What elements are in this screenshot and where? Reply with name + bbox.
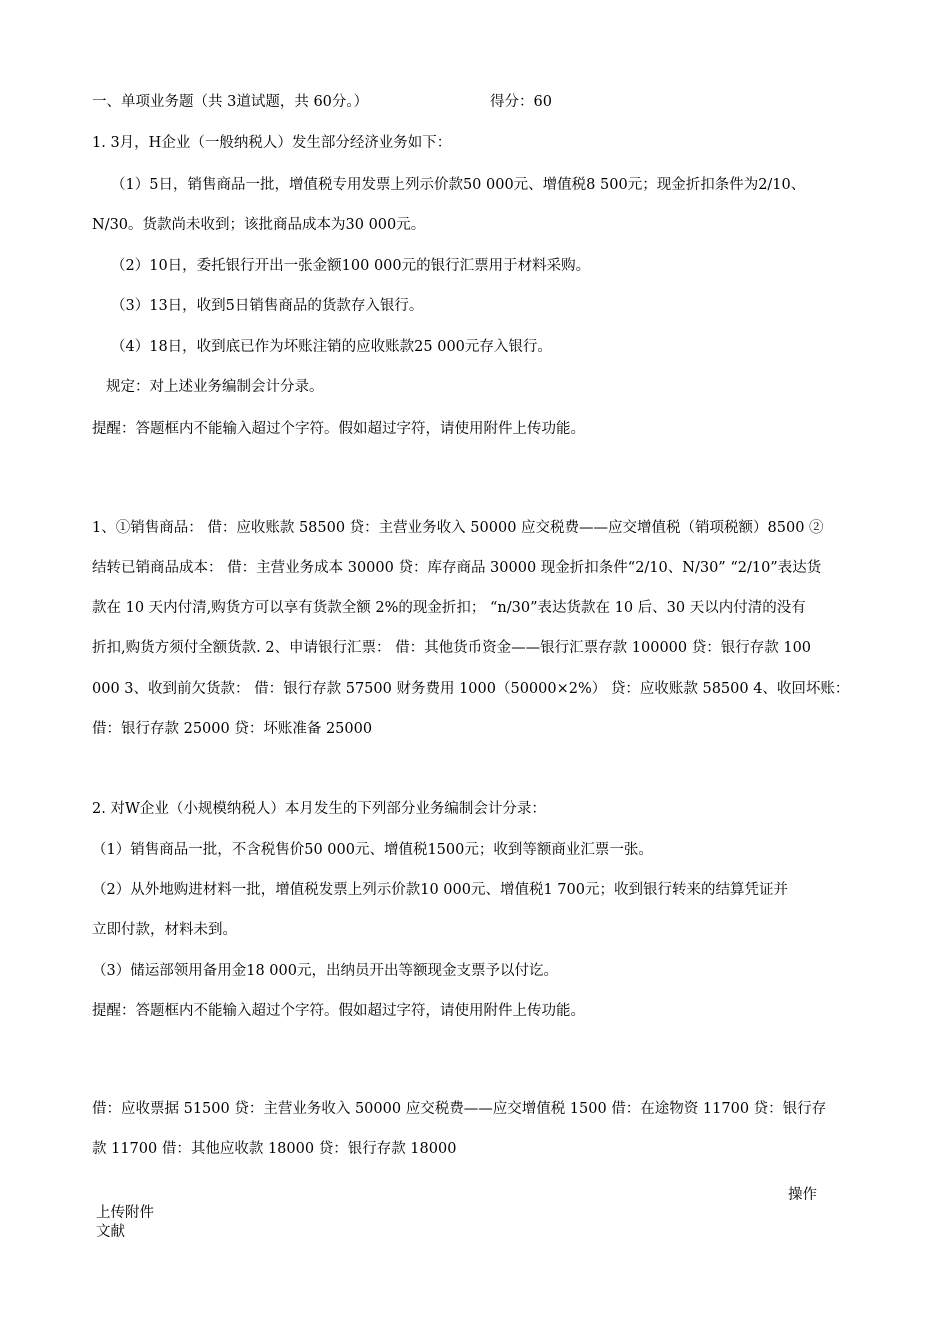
operation-label: 操作	[788, 1187, 817, 1203]
q1-answer-line: 000 3、收到前欠货款： 借：银行存款 57500 财务费用 1000（50000×2%） 贷：应收账款 58500 4、收回坏账：	[92, 681, 850, 697]
q1-item-1: （1）5日，销售商品一批，增值税专用发票上列示价款50 000元、增值税8 500元；现金折扣条件为2/10、	[111, 177, 806, 193]
q1-item-4: （4）18日，收到底已作为坏账注销的应收账款25 000元存入银行。	[111, 339, 552, 355]
q1-reminder: 提醒：答题框内不能输入超过个字符。假如超过字符，请使用附件上传功能。	[92, 421, 585, 437]
q2-item-2-cont: 立即付款，材料未到。	[92, 922, 237, 938]
q1-item-2: （2）10日，委托银行开出一张金额100 000元的银行汇票用于材料采购。	[111, 258, 591, 274]
q1-item-3: （3）13日，收到5日销售商品的货款存入银行。	[111, 298, 424, 314]
q1-answer-line: 折扣,购货方须付全额货款. 2、申请银行汇票： 借：其他货币资金——银行汇票存款 100000 贷：银行存款 100	[92, 640, 812, 656]
q2-item-1: （1）销售商品一批，不含税售价50 000元、增值税1500元；收到等额商业汇票一张。	[92, 842, 653, 858]
q2-item-2: （2）从外地购进材料一批，增值税发票上列示价款10 000元、增值税1 700元；收到银行转来的结算凭证并	[92, 882, 788, 898]
score-label: 得分：60	[490, 94, 552, 110]
q1-answer-line: 结转已销商品成本： 借：主营业务成本 30000 贷：库存商品 30000 现金折扣条件“2/10、N/30” “2/10”表达货	[92, 560, 822, 576]
q1-requirement: 规定：对上述业务编制会计分录。	[106, 379, 324, 395]
q1-stem: 1. 3月，H企业（一般纳税人）发生部分经济业务如下：	[92, 135, 452, 151]
q2-answer-line: 款 11700 借：其他应收款 18000 贷：银行存款 18000	[92, 1141, 457, 1157]
document-link[interactable]: 文献	[96, 1224, 125, 1240]
q2-item-3: （3）储运部领用备用金18 000元，出纳员开出等额现金支票予以付讫。	[92, 963, 558, 979]
q2-stem: 2. 对W企业（小规模纳税人）本月发生的下列部分业务编制会计分录：	[92, 801, 546, 817]
upload-attachment-link[interactable]: 上传附件	[96, 1205, 154, 1221]
q1-answer-line: 借：银行存款 25000 贷：坏账准备 25000	[92, 721, 373, 737]
q2-reminder: 提醒：答题框内不能输入超过个字符。假如超过字符，请使用附件上传功能。	[92, 1003, 585, 1019]
q1-answer-line: 1、①销售商品： 借：应收账款 58500 贷：主营业务收入 50000 应交税费——应交增值税（销项税额）8500 ②	[92, 520, 824, 536]
q2-answer-line: 借：应收票据 51500 贷：主营业务收入 50000 应交税费——应交增值税 1500 借：在途物资 11700 贷：银行存	[92, 1101, 827, 1117]
q1-item-1-cont: N/30。货款尚未收到；该批商品成本为30 000元。	[92, 217, 426, 233]
q1-answer-line: 款在 10 天内付清,购货方可以享有货款全额 2%的现金折扣； “n/30”表达货款在 10 后、30 天以内付清的没有	[92, 600, 806, 616]
section-header: 一、单项业务题（共 3道试题，共 60分。）	[92, 94, 369, 110]
